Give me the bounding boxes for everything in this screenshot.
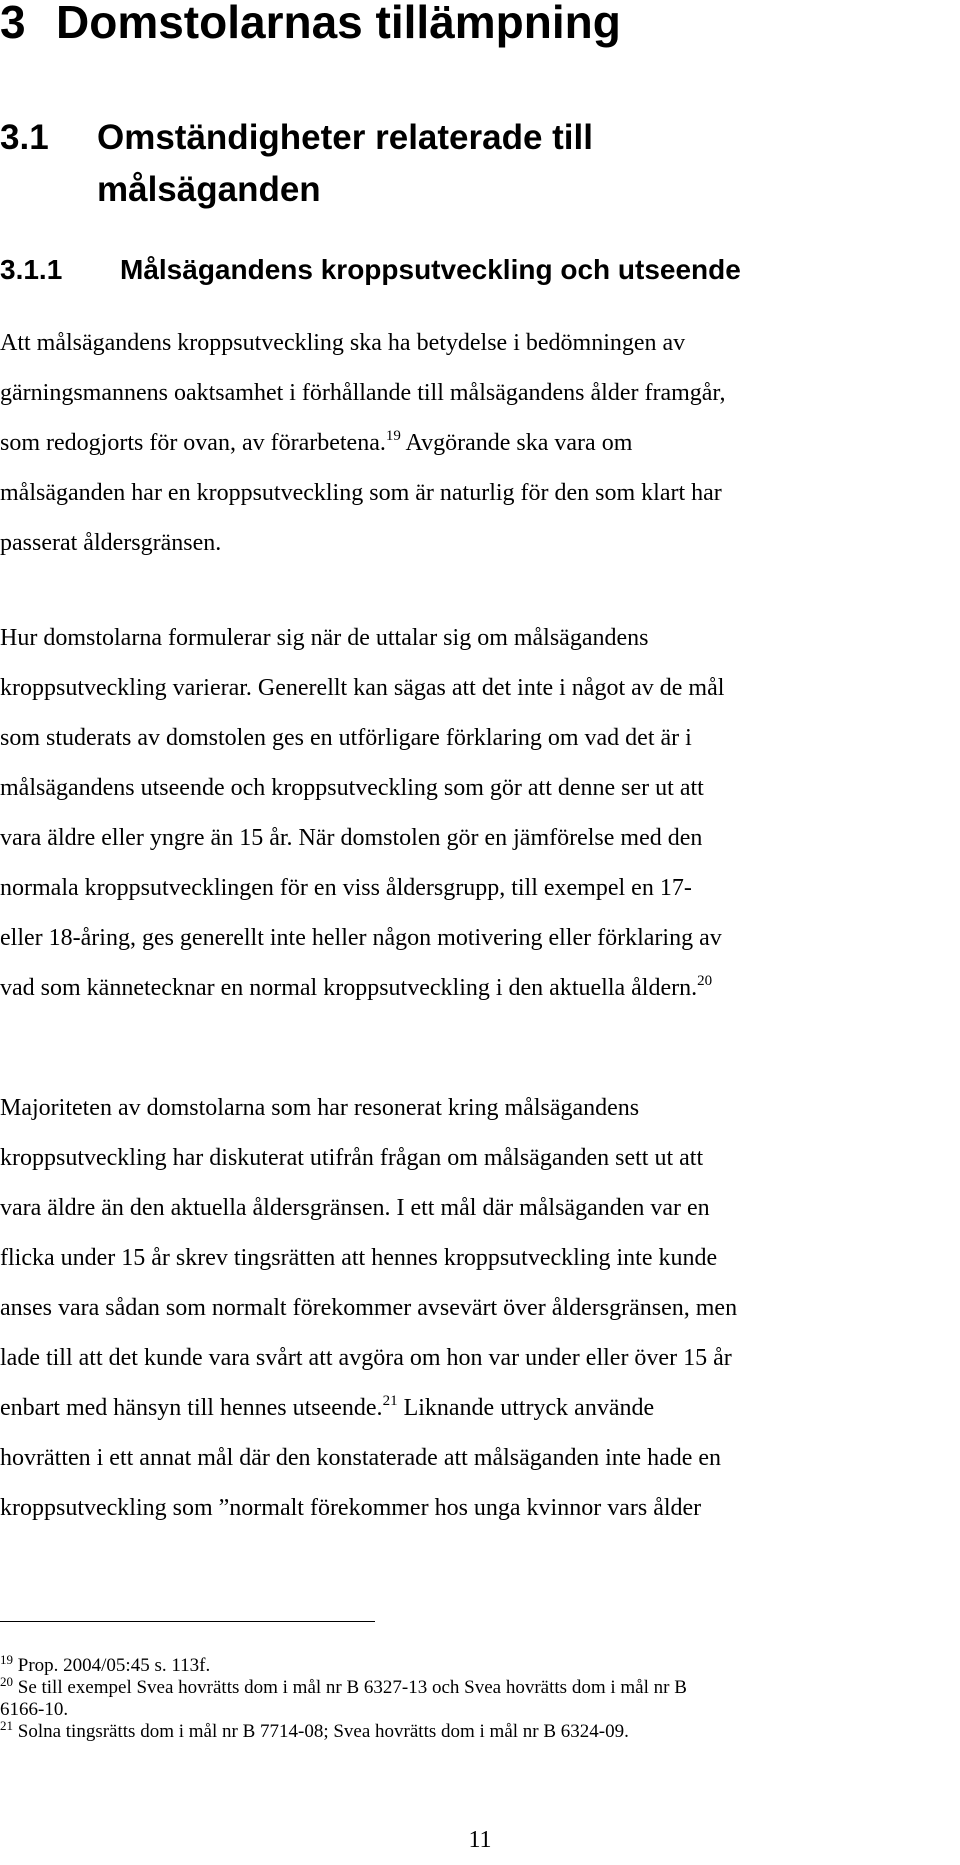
- text-line: Att målsägandens kroppsutveckling ska ha betydelse i bedömningen av: [0, 330, 686, 356]
- footnote-text: Prop. 2004/05:45 s. 113f.: [13, 1655, 211, 1676]
- section-title: Omständigheter relaterade till målsäganden: [97, 118, 593, 209]
- text-line: målsäganden har en kroppsutveckling som är naturlig för den som klart har: [0, 480, 722, 506]
- footnote-number: 21: [0, 1718, 13, 1733]
- text-line: flicka under 15 år skrev tingsrätten att hennes kroppsutveckling inte kunde: [0, 1245, 718, 1271]
- footnote-ref-21[interactable]: 21: [382, 1393, 398, 1409]
- footnote-number: 19: [0, 1652, 13, 1667]
- footnote-text: Solna tingsrätts dom i mål nr B 7714-08; Svea hovrätts dom i mål nr B 6324-09.: [13, 1721, 629, 1742]
- text-segment: Liknande uttryck använde: [397, 1395, 655, 1421]
- footnote-number: 20: [0, 1674, 13, 1689]
- footnotes: [0, 1652, 687, 1743]
- text-line: [0, 418, 725, 468]
- text-line: kroppsutveckling som ”normalt förekommer hos unga kvinnor vars ålder: [0, 1495, 702, 1521]
- text-line: [0, 963, 724, 1013]
- text-line: Hur domstolarna formulerar sig när de uttalar sig om målsägandens: [0, 625, 649, 651]
- text-segment: som redogjorts för ovan, av förarbetena.: [0, 430, 386, 456]
- text-line: vara äldre eller yngre än 15 år. När domstolen gör en jämförelse med den: [0, 825, 703, 851]
- chapter-number: 3: [0, 0, 26, 48]
- text-line: kroppsutveckling varierar. Generellt kan sägas att det inte i något av de mål: [0, 675, 725, 701]
- text-line: målsägandens utseende och kroppsutveckling som gör att denne ser ut att: [0, 775, 704, 801]
- footnote-separator: [0, 1621, 375, 1622]
- text-segment: enbart med hänsyn till hennes utseende.: [0, 1395, 383, 1421]
- footnote-20-continuation: 6166-10.: [0, 1699, 69, 1720]
- subsection-title: Målsägandens kroppsutveckling och utseende: [120, 254, 741, 285]
- chapter-title: Domstolarnas tillämpning: [56, 0, 621, 48]
- text-line: [0, 1383, 737, 1433]
- text-line: gärningsmannens oaktsamhet i förhållande till målsägandens ålder framgår,: [0, 380, 726, 406]
- footnote-20: [0, 1674, 687, 1699]
- footnote-21: [0, 1718, 687, 1743]
- paragraph-3: [0, 1083, 737, 1533]
- chapter-heading: [0, 0, 621, 46]
- footnote-text: Se till exempel Svea hovrätts dom i mål nr B 6327-13 och Svea hovrätts dom i mål nr B: [13, 1677, 687, 1698]
- text-line: eller 18-åring, ges generellt inte heller någon motivering eller förklaring av: [0, 925, 722, 951]
- paragraph-2: [0, 613, 724, 1013]
- text-line: anses vara sådan som normalt förekommer avsevärt över åldersgränsen, men: [0, 1295, 738, 1321]
- text-line: lade till att det kunde vara svårt att avgöra om hon var under eller över 15 år: [0, 1345, 732, 1371]
- text-line: normala kroppsutvecklingen för en viss åldersgrupp, till exempel en 17-: [0, 875, 692, 901]
- text-line: hovrätten i ett annat mål där den konstaterade att målsäganden inte hade en: [0, 1445, 722, 1471]
- footnote-ref-19[interactable]: 19: [385, 428, 401, 444]
- paragraph-1: [0, 318, 725, 568]
- footnote-ref-20[interactable]: 20: [697, 973, 713, 989]
- text-line: vara äldre än den aktuella åldersgränsen. I ett mål där målsäganden var en: [0, 1195, 710, 1221]
- subsection-number: 3.1.1: [0, 254, 63, 285]
- text-line: passerat åldersgränsen.: [0, 530, 222, 556]
- page-number: 11: [468, 1827, 492, 1853]
- text-line: kroppsutveckling har diskuterat utifrån frågan om målsäganden sett ut att: [0, 1145, 704, 1171]
- footnote-19: [0, 1652, 687, 1677]
- text-line: som studerats av domstolen ges en utförligare förklaring om vad det är i: [0, 725, 692, 751]
- text-segment: Avgörande ska vara om: [400, 430, 633, 456]
- text-segment: vad som kännetecknar en normal kroppsutveckling i den aktuella åldern.: [0, 975, 698, 1001]
- section-number: 3.1: [0, 118, 49, 157]
- text-line: Majoriteten av domstolarna som har resonerat kring målsägandens: [0, 1095, 640, 1121]
